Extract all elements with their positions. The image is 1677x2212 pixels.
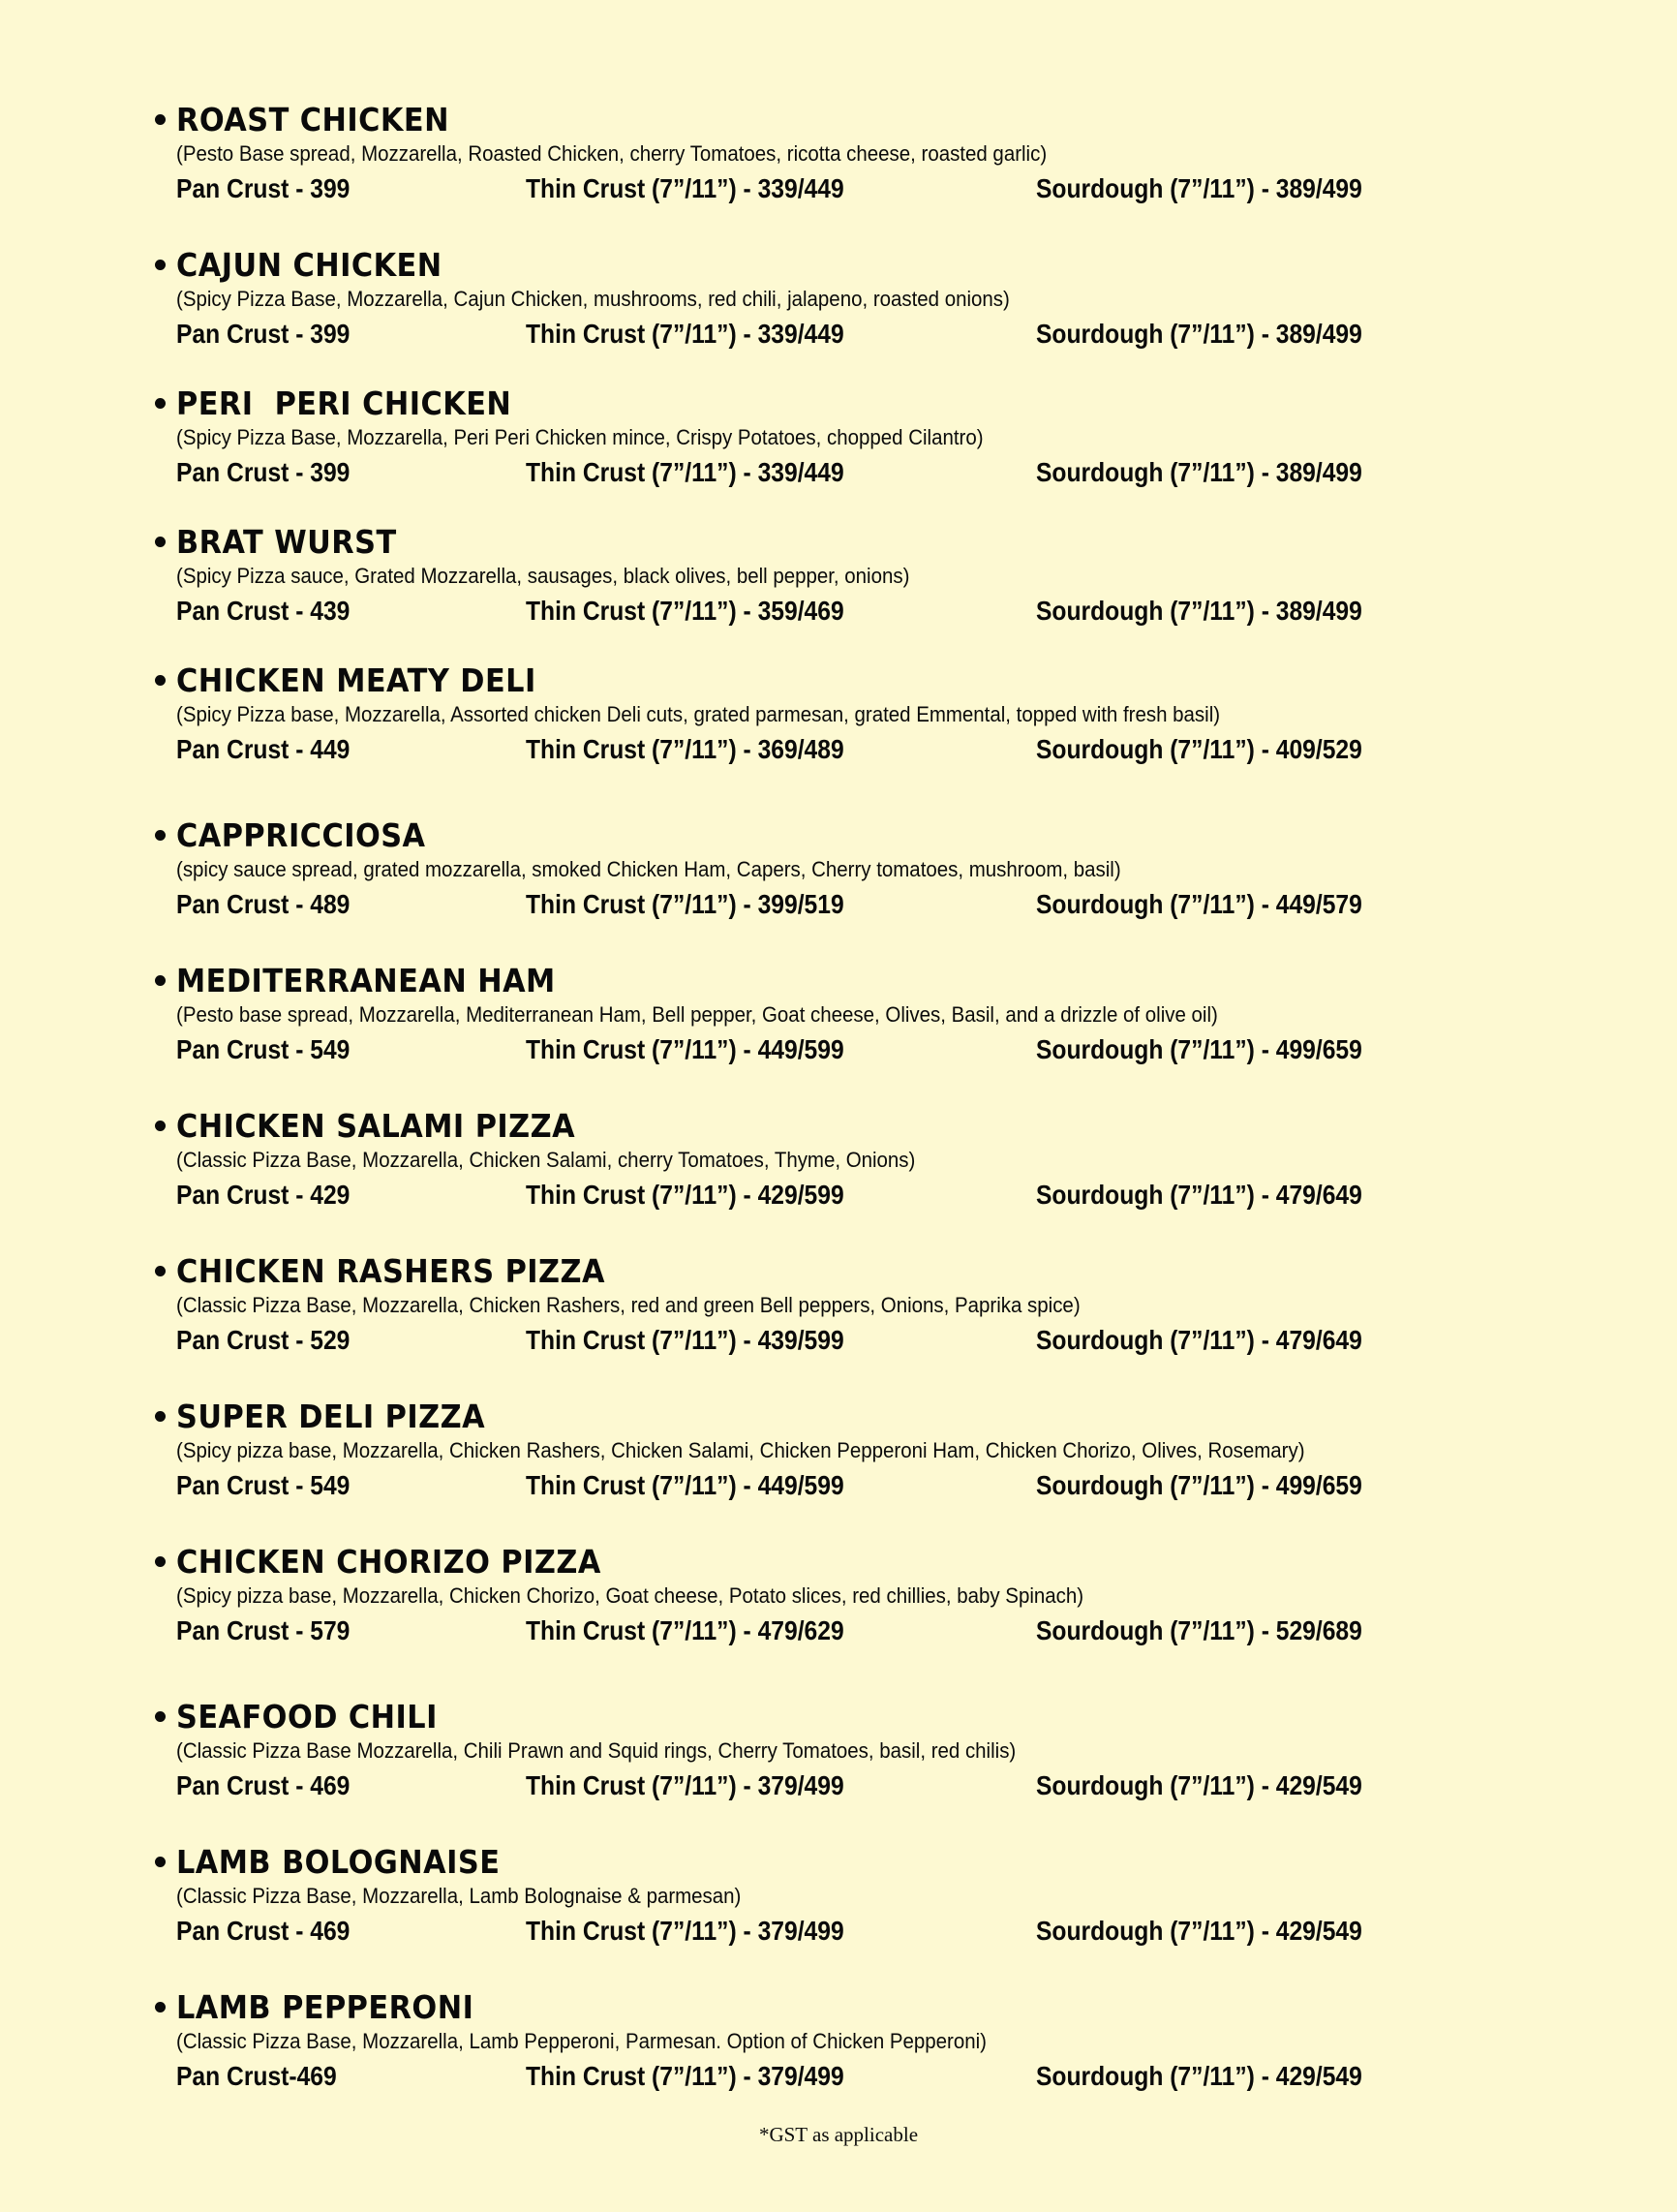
- menu-item-cappricciosa: [152, 814, 1508, 919]
- bullet-icon: [155, 1711, 166, 1722]
- bullet-icon: [155, 975, 166, 986]
- menu-item-chicken-meaty-deli: [152, 660, 1508, 764]
- menu-item-chicken-rashers-pizza: [152, 1250, 1508, 1355]
- item-title: [152, 814, 1508, 855]
- bullet-icon: [155, 114, 166, 125]
- item-prices: [176, 455, 1532, 490]
- item-description: (Pesto base spread, Mozzarella, Mediterranean Ham, Bell pepper, Goat cheese, Olives, Basil, and a drizzle of olive oil): [176, 1002, 1218, 1027]
- item-title: [152, 1696, 1508, 1736]
- item-name: SEAFOOD CHILI: [176, 1698, 438, 1736]
- menu-item-lamb-pepperoni: [152, 1986, 1508, 2091]
- item-title: [152, 1841, 1508, 1882]
- item-description: (Classic Pizza Base, Mozzarella, Lamb Pepperoni, Parmesan. Option of Chicken Pepperoni): [176, 2029, 987, 2053]
- price-thin-crust: Thin Crust (7”/11”) - 439/599: [526, 1325, 844, 1355]
- item-description: (Classic Pizza Base, Mozzarella, Chicken Salami, cherry Tomatoes, Thyme, Onions): [176, 1148, 916, 1172]
- price-pan-crust: Pan Crust - 549: [176, 1034, 351, 1064]
- menu-item-brat-wurst: [152, 521, 1508, 626]
- item-title: [152, 99, 1508, 139]
- price-thin-crust: Thin Crust (7”/11”) - 379/499: [526, 1916, 844, 1946]
- bullet-icon: [155, 1857, 166, 1867]
- price-sourdough: Sourdough (7”/11”) - 389/499: [1036, 173, 1362, 203]
- bullet-icon: [155, 260, 166, 270]
- price-thin-crust: Thin Crust (7”/11”) - 369/489: [526, 734, 844, 764]
- price-pan-crust: Pan Crust - 549: [176, 1470, 351, 1500]
- menu-item-chicken-chorizo-pizza: [152, 1541, 1508, 1645]
- menu-item-roast-chicken: [152, 99, 1508, 203]
- price-thin-crust: Thin Crust (7”/11”) - 339/449: [526, 457, 844, 487]
- item-name: CHICKEN CHORIZO PIZZA: [176, 1543, 601, 1581]
- price-pan-crust: Pan Crust - 469: [176, 1916, 351, 1946]
- item-description: (Classic Pizza Base, Mozzarella, Chicken Rashers, red and green Bell peppers, Onions, Paprika spice): [176, 1293, 1081, 1317]
- price-pan-crust: Pan Crust - 399: [176, 457, 351, 487]
- item-title: [152, 1250, 1508, 1291]
- item-title: [152, 1986, 1508, 2027]
- price-thin-crust: Thin Crust (7”/11”) - 449/599: [526, 1034, 844, 1064]
- item-name: ROAST CHICKEN: [176, 101, 449, 138]
- bullet-icon: [155, 1411, 166, 1422]
- item-description: (spicy sauce spread, grated mozzarella, smoked Chicken Ham, Capers, Cherry tomatoes, mushroom, basil): [176, 857, 1121, 881]
- price-sourdough: Sourdough (7”/11”) - 429/549: [1036, 2061, 1362, 2091]
- bullet-icon: [155, 1556, 166, 1567]
- bullet-icon: [155, 1266, 166, 1276]
- price-thin-crust: Thin Crust (7”/11”) - 399/519: [526, 889, 844, 919]
- price-thin-crust: Thin Crust (7”/11”) - 379/499: [526, 2061, 844, 2091]
- price-pan-crust: Pan Crust - 469: [176, 1770, 351, 1800]
- item-name: PERI PERI CHICKEN: [176, 384, 512, 422]
- item-prices: [176, 1323, 1532, 1358]
- price-sourdough: Sourdough (7”/11”) - 499/659: [1036, 1034, 1362, 1064]
- price-sourdough: Sourdough (7”/11”) - 409/529: [1036, 734, 1362, 764]
- item-prices: [176, 1613, 1532, 1648]
- price-sourdough: Sourdough (7”/11”) - 479/649: [1036, 1325, 1362, 1355]
- item-prices: [176, 732, 1532, 767]
- item-description: (Classic Pizza Base, Mozzarella, Lamb Bolognaise & parmesan): [176, 1884, 742, 1908]
- price-pan-crust: Pan Crust - 529: [176, 1325, 351, 1355]
- item-prices: [176, 887, 1532, 922]
- price-pan-crust: Pan Crust - 399: [176, 173, 351, 203]
- price-pan-crust: Pan Crust - 579: [176, 1615, 351, 1645]
- gst-footnote: *GST as applicable: [758, 2123, 919, 2146]
- item-name: CAJUN CHICKEN: [176, 246, 442, 284]
- price-thin-crust: Thin Crust (7”/11”) - 379/499: [526, 1770, 844, 1800]
- bullet-icon: [155, 675, 166, 686]
- bullet-icon: [155, 398, 166, 409]
- item-prices: [176, 1468, 1532, 1503]
- menu-item-seafood-chili: [152, 1696, 1508, 1800]
- price-sourdough: Sourdough (7”/11”) - 479/649: [1036, 1180, 1362, 1210]
- menu-item-mediterranean-ham: [152, 960, 1508, 1064]
- menu-item-chicken-salami-pizza: [152, 1105, 1508, 1210]
- item-name: CHICKEN SALAMI PIZZA: [176, 1107, 576, 1145]
- item-name: BRAT WURST: [176, 523, 397, 561]
- price-pan-crust: Pan Crust - 449: [176, 734, 351, 764]
- item-title: [152, 660, 1508, 700]
- item-title: [152, 960, 1508, 1000]
- price-sourdough: Sourdough (7”/11”) - 429/549: [1036, 1770, 1362, 1800]
- price-thin-crust: Thin Crust (7”/11”) - 339/449: [526, 173, 844, 203]
- item-description: (Spicy Pizza Base, Mozzarella, Peri Peri Chicken mince, Crispy Potatoes, chopped Cilantro): [176, 425, 984, 449]
- item-prices: [176, 317, 1532, 352]
- price-pan-crust: Pan Crust - 399: [176, 319, 351, 349]
- item-name: SUPER DELI PIZZA: [176, 1398, 486, 1435]
- price-thin-crust: Thin Crust (7”/11”) - 359/469: [526, 596, 844, 626]
- price-sourdough: Sourdough (7”/11”) - 389/499: [1036, 319, 1362, 349]
- item-description: (Spicy pizza base, Mozzarella, Chicken Rashers, Chicken Salami, Chicken Pepperoni Ham, Chicken Chorizo, Olives, Rosemary): [176, 1438, 1305, 1462]
- price-sourdough: Sourdough (7”/11”) - 389/499: [1036, 596, 1362, 626]
- price-pan-crust: Pan Crust - 489: [176, 889, 351, 919]
- item-description: (Spicy Pizza Base, Mozzarella, Cajun Chicken, mushrooms, red chili, jalapeno, roasted onions): [176, 287, 1010, 311]
- price-sourdough: Sourdough (7”/11”) - 499/659: [1036, 1470, 1362, 1500]
- price-thin-crust: Thin Crust (7”/11”) - 429/599: [526, 1180, 844, 1210]
- bullet-icon: [155, 830, 166, 841]
- bullet-icon: [155, 1121, 166, 1131]
- bullet-icon: [155, 2002, 166, 2012]
- menu-item-lamb-bolognaise: [152, 1841, 1508, 1946]
- price-thin-crust: Thin Crust (7”/11”) - 479/629: [526, 1615, 844, 1645]
- price-thin-crust: Thin Crust (7”/11”) - 339/449: [526, 319, 844, 349]
- item-title: [152, 1541, 1508, 1582]
- item-name: LAMB BOLOGNAISE: [176, 1843, 501, 1881]
- item-title: [152, 383, 1508, 423]
- item-title: [152, 1396, 1508, 1436]
- price-sourdough: Sourdough (7”/11”) - 429/549: [1036, 1916, 1362, 1946]
- item-description: (Spicy Pizza sauce, Grated Mozzarella, sausages, black olives, bell pepper, onions): [176, 564, 910, 588]
- menu-item-super-deli-pizza: [152, 1396, 1508, 1500]
- menu-item-peri-peri-chicken: [152, 383, 1508, 487]
- price-pan-crust: Pan Crust - 429: [176, 1180, 351, 1210]
- item-name: CHICKEN RASHERS PIZZA: [176, 1252, 605, 1290]
- price-pan-crust: Pan Crust-469: [176, 2061, 337, 2091]
- price-sourdough: Sourdough (7”/11”) - 529/689: [1036, 1615, 1362, 1645]
- item-description: (Classic Pizza Base Mozzarella, Chili Prawn and Squid rings, Cherry Tomatoes, basil, red chilis): [176, 1738, 1017, 1763]
- menu-item-cajun-chicken: [152, 244, 1508, 349]
- bullet-icon: [155, 537, 166, 547]
- item-title: [152, 1105, 1508, 1146]
- item-title: [152, 521, 1508, 562]
- price-pan-crust: Pan Crust - 439: [176, 596, 351, 626]
- item-prices: [176, 1032, 1532, 1067]
- item-title: [152, 244, 1508, 285]
- item-prices: [176, 2059, 1532, 2094]
- item-prices: [176, 1178, 1532, 1213]
- item-name: MEDITERRANEAN HAM: [176, 962, 556, 999]
- item-description: (Pesto Base spread, Mozzarella, Roasted Chicken, cherry Tomatoes, ricotta cheese, roasted garlic): [176, 141, 1048, 166]
- price-thin-crust: Thin Crust (7”/11”) - 449/599: [526, 1470, 844, 1500]
- item-name: LAMB PEPPERONI: [176, 1988, 474, 2026]
- item-description: (Spicy pizza base, Mozzarella, Chicken Chorizo, Goat cheese, Potato slices, red chillies, baby Spinach): [176, 1583, 1084, 1608]
- item-prices: [176, 1914, 1532, 1949]
- item-prices: [176, 171, 1532, 206]
- item-prices: [176, 594, 1532, 629]
- item-name: CHICKEN MEATY DELI: [176, 661, 536, 699]
- price-sourdough: Sourdough (7”/11”) - 449/579: [1036, 889, 1362, 919]
- item-name: CAPPRICCIOSA: [176, 816, 426, 854]
- price-sourdough: Sourdough (7”/11”) - 389/499: [1036, 457, 1362, 487]
- item-description: (Spicy Pizza base, Mozzarella, Assorted chicken Deli cuts, grated parmesan, grated Emmental, topped with fresh basil): [176, 702, 1221, 726]
- item-prices: [176, 1768, 1532, 1803]
